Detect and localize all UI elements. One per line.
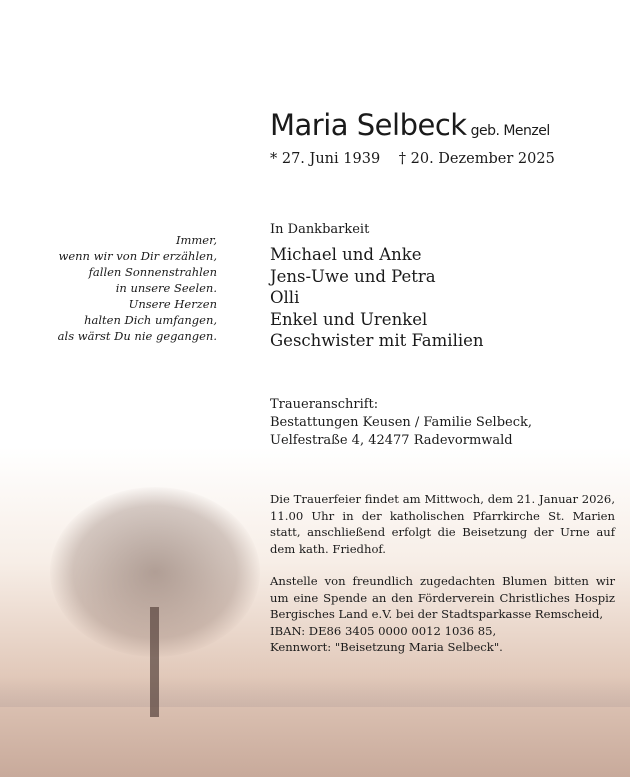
name-text: Maria Selbeck bbox=[270, 108, 467, 142]
poem-line: halten Dich umfangen, bbox=[84, 313, 217, 327]
mourners-list bbox=[270, 244, 484, 352]
birth-date: * 27. Juni 1939 bbox=[270, 151, 381, 167]
mourner: Michael und Anke bbox=[270, 245, 422, 264]
mourner: Geschwister mit Familien bbox=[270, 331, 484, 350]
service-text: Die Trauerfeier findet am Mittwoch, dem 21. Januar 2026, 11.00 Uhr in der katholischen Pfarrkirche St. Marien statt, anschließend erfolgt die Beisetzung der Urne auf dem kath. Friedhof. bbox=[270, 492, 615, 556]
mourner: Enkel und Urenkel bbox=[270, 309, 428, 329]
poem bbox=[58, 232, 217, 344]
donation-keyword: Kennwort: "Beisetzung Maria Selbeck". bbox=[270, 640, 503, 654]
service-info bbox=[270, 491, 615, 672]
mourner: Olli bbox=[270, 288, 300, 307]
address-line: Bestattungen Keusen / Familie Selbeck, bbox=[270, 415, 532, 430]
deceased-name bbox=[270, 108, 550, 142]
mourners-intro: In Dankbarkeit bbox=[270, 222, 370, 237]
address-label: Traueranschrift: bbox=[270, 397, 379, 412]
poem-line: in unsere Seelen. bbox=[115, 281, 217, 295]
tree-trunk bbox=[150, 607, 159, 717]
birth-name: geb. Menzel bbox=[470, 123, 550, 139]
address-line: Uelfestraße 4, 42477 Radevormwald bbox=[270, 433, 513, 448]
poem-line: wenn wir von Dir erzählen, bbox=[58, 249, 217, 263]
mourning-address bbox=[270, 396, 532, 450]
mourner: Jens-Uwe und Petra bbox=[270, 266, 436, 286]
poem-line: fallen Sonnenstrahlen bbox=[88, 265, 217, 279]
poem-line: Unsere Herzen bbox=[128, 297, 217, 311]
tree-image bbox=[40, 487, 270, 717]
life-dates bbox=[270, 151, 569, 167]
donation-block bbox=[270, 573, 615, 656]
poem-line: als wärst Du nie gegangen. bbox=[57, 329, 217, 343]
death-date: † 20. Dezember 2025 bbox=[398, 151, 555, 167]
donation-text: Anstelle von freundlich zugedachten Blumen bitten wir um eine Spende an den Förderverein Christliches Hospiz Bergisches Land e.V. bei der Stadtsparkasse Remscheid, bbox=[270, 574, 615, 621]
poem-line: Immer, bbox=[175, 233, 217, 247]
iban: IBAN: DE86 3405 0000 0012 1036 85, bbox=[270, 623, 497, 638]
